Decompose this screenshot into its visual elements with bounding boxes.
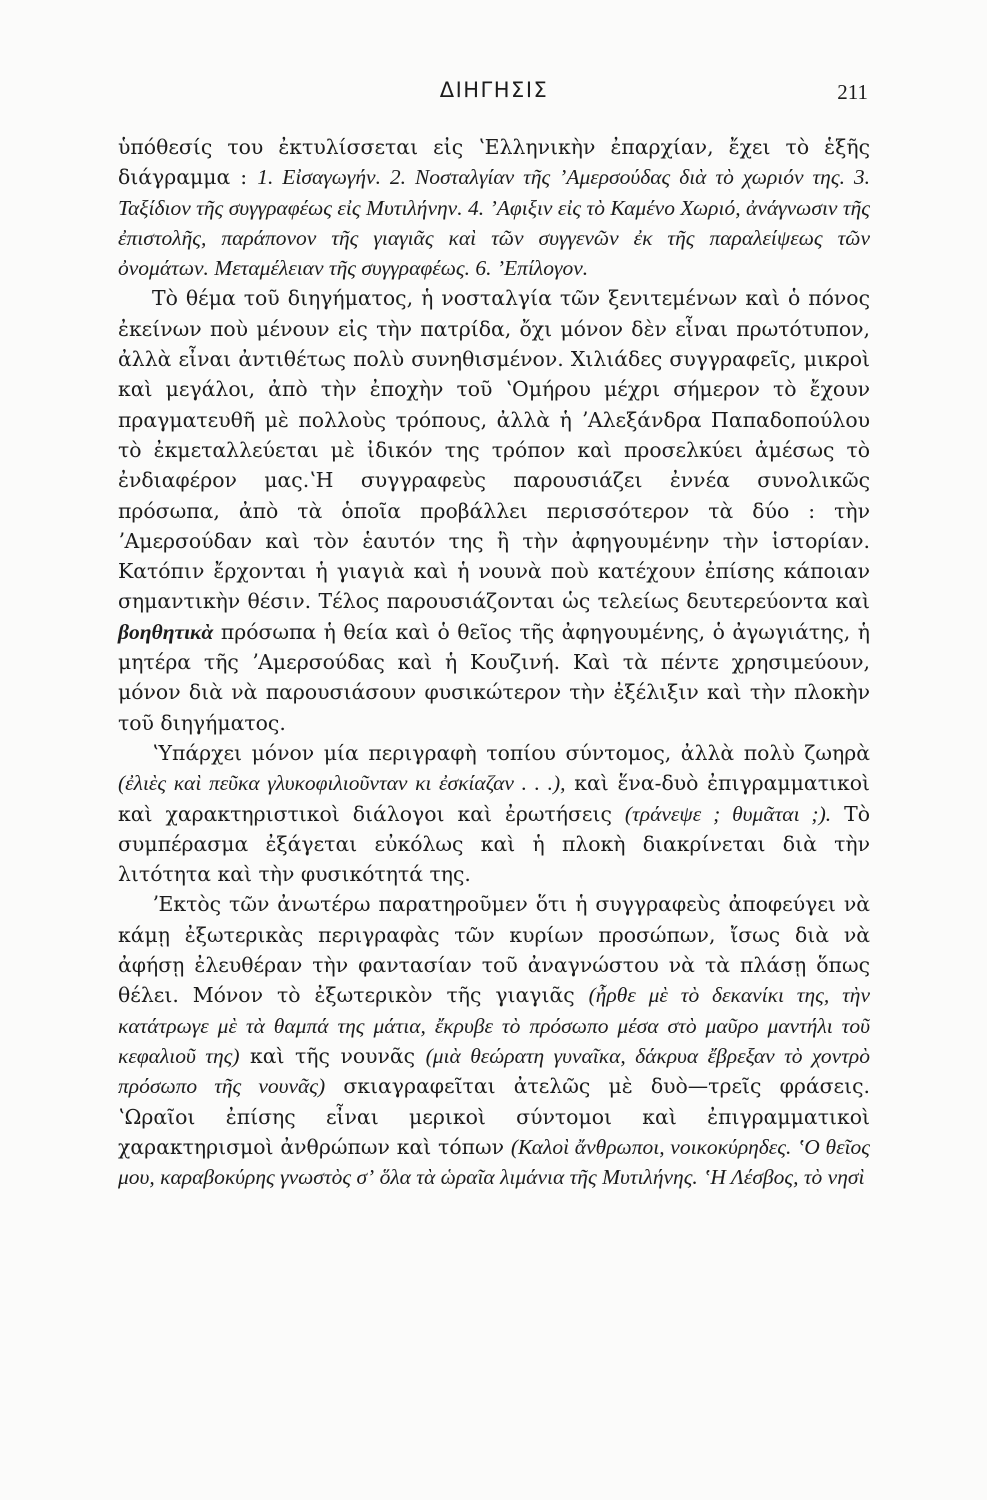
paragraph-outline: [118, 132, 870, 283]
text-segment: ὑπόθεσίς του ἐκτυλίσσεται εἰς ʽΕλληνικὴν ἐπαρχίαν, ἔχει τὸ ἑξῆς διάγραμμα :: [118, 135, 870, 190]
paragraph-descriptions: [118, 889, 870, 1192]
bold-italic-segment: βοηθητικὰ: [118, 619, 214, 644]
text-segment: Τὸ συμπέρασμα ἐξάγεται εὐκόλως καὶ ἡ πλοκὴ διακρίνεται διὰ τὴν λιτότητα καὶ τὴν φυσικότητά της.: [118, 801, 870, 887]
italic-segment: (μιὰ θεώρατη γυναῖκα, δάκρυα ἔβρεξαν τὸ χοντρὸ πρόσωπο τῆς νουνᾶς): [118, 1043, 870, 1099]
page-header: [118, 78, 870, 112]
running-head: ΔΙΗΓΗΣΙΣ: [439, 78, 549, 102]
text-segment: καὶ τῆς νουνᾶς: [239, 1043, 426, 1068]
italic-segment: (ἦρθε μὲ τὸ δεκανίκι της, τὴν κατάτρωγε μὲ τὰ θαμπά της μάτια, ἔκρυβε τὸ πρόσωπο μέσα στὸ μαῦρο μαντήλι τοῦ κεφαλιοῦ της): [118, 983, 870, 1068]
text-segment: καὶ ἕνα-δυὸ ἐπιγραμματικοὶ καὶ χαρακτηριστικοὶ διάλογοι καὶ ἐρωτήσεις: [118, 771, 870, 826]
paragraph-theme: [118, 283, 870, 737]
text-segment: ʼΕκτὸς τῶν ἀνωτέρω παρατηροῦμεν ὅτι ἡ συγγραφεὺς ἀποφεύγει νὰ κάμῃ ἐξωτερικὰς περιγραφὰς τῶν κυρίων προσώπων, ἴσως διὰ νὰ ἀφήσῃ ἐλευθέραν τὴν φαντασίαν τοῦ ἀναγνώστου νὰ τὰ πλάσῃ ὅπως θέλει. Μόνον τὸ ἐξωτερικὸν τῆς γιαγιᾶς: [118, 892, 870, 1008]
body-text: [118, 132, 870, 1192]
text-segment: Τὸ θέμα τοῦ διηγήματος, ἡ νοσταλγία τῶν ξενιτεμένων καὶ ὁ πόνος ἐκείνων ποὺ μένουν εἰς τὴν πατρίδα, ὄχι μόνον δὲν εἶναι πρωτότυπον, ἀλλὰ εἶναι ἀντιθέτως πολὺ συνηθισμένον. Χιλιάδες συγγραφεῖς, μικροὶ καὶ μεγάλοι, ἀπὸ τὴν ἐποχὴν τοῦ ʽΟμήρου μέχρι σήμερον τὸ ἔχουν πραγματευθῆ μὲ πολλοὺς τρόπους, ἀλλὰ ἡ ʼΑλεξάνδρα Παπαδοπούλου τὸ ἐκμεταλλεύεται μὲ ἰδικόν της τρόπον καὶ προσελκύει ἀμέσως τὸ ἐνδιαφέρον μας.ʽΗ συγγραφεὺς παρουσιάζει ἐννέα συνολικῶς πρόσωπα, ἀπὸ τὰ ὁποῖα προβάλλει περισσότερον τὰ δύο : τὴν ʼΑμερσούδαν καὶ τὸν ἑαυτόν της ἢ τὴν ἀφηγουμένην τὴν ἱστορίαν. Κατόπιν ἔρχονται ἡ γιαγιὰ καὶ ἡ νουνὰ ποὺ κατέχουν ἐπίσης κάποιαν σημαντικὴν θέσιν. Τέλος παρουσιάζονται ὡς τελείως δευτερεύοντα καὶ: [118, 286, 870, 614]
text-segment: σκιαγραφεῖται ἀτελῶς μὲ δυὸ—τρεῖς φράσεις. ʽΩραῖοι ἐπίσης εἶναι μερικοὶ σύντομοι καὶ ἐπιγραμματικοὶ χαρακτηρισμοὶ ἀνθρώπων καὶ τόπων: [118, 1074, 870, 1159]
italic-segment: (Καλοὶ ἄνθρωποι, νοικοκύρηδες. ʽΟ θεῖος μου, καραβοκύρης γνωστὸς σʼ ὅλα τὰ ὡραῖα λιμάνια τῆς Μυτιλήνης. ʽΗ Λέσβος, τὸ νησὶ: [118, 1134, 870, 1190]
italic-segment: (ἐλιὲς καὶ πεῦκα γλυκοφιλιοῦνταν κι ἐσκίαζαν . . .),: [118, 771, 566, 796]
paragraph-landscape: [118, 738, 870, 889]
text-segment: πρόσωπα ἡ θεία καὶ ὁ θεῖος τῆς ἀφηγουμένης, ὁ ἀγωγιάτης, ἡ μητέρα τῆς ʼΑμερσούδας καὶ ἡ Κουζινή. Καὶ τὰ πέντε χρησιμεύουν, μόνον διὰ νὰ παρουσιάσουν φυσικώτερον τὴν ἐξέλιξιν καὶ τὴν πλοκὴν τοῦ διηγήματος.: [118, 619, 870, 735]
text-segment: ʽΥπάρχει μόνον μία περιγραφὴ τοπίου σύντομος, ἀλλὰ πολὺ ζωηρὰ: [152, 740, 870, 765]
italic-segment: 1. Εἰσαγωγήν. 2. Νοσταλγίαν τῆς ʼΑμερσούδας διὰ τὸ χωριόν της. 3. Ταξίδιον τῆς συγγραφέως εἰς Μυτιλήνην. 4. ʼΑφιξιν εἰς τὸ Καμένο Χωριό, ἀνάγνωσιν τῆς ἐπιστολῆς, παράπονον τῆς γιαγιᾶς καὶ τῶν συγγενῶν ἐκ τῆς παραλείψεως τῶν ὀνομάτων. Μεταμέλειαν τῆς συγγραφέως. 6. ʼΕπίλογον.: [118, 165, 870, 281]
italic-segment: (τράνεψε ; θυμᾶται ;).: [624, 801, 832, 826]
page-number: 211: [837, 80, 868, 104]
